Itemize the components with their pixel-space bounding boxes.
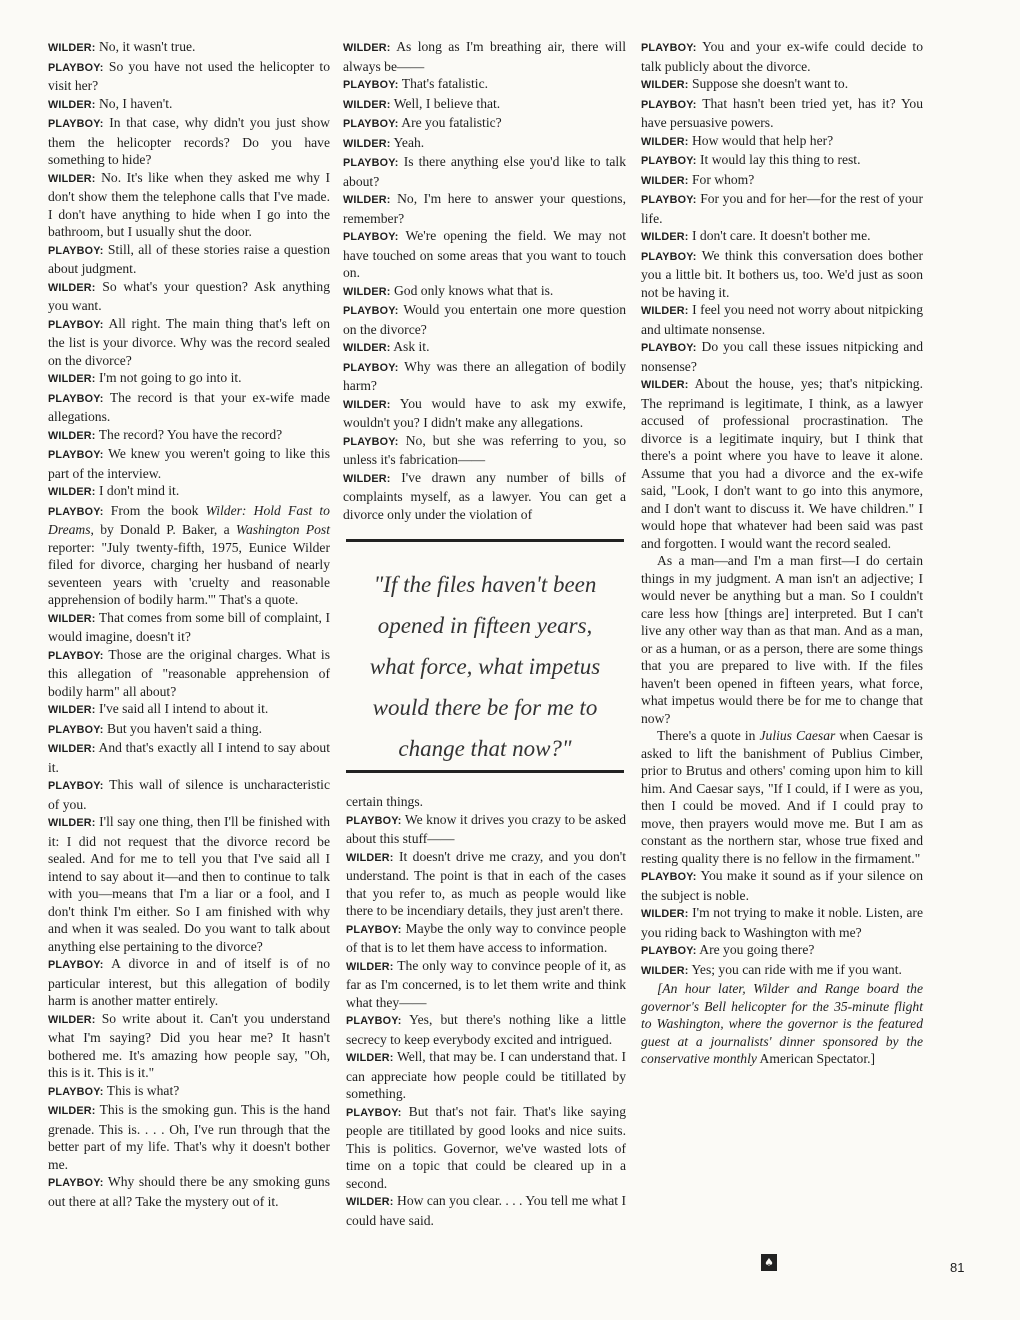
speaker-label: PLAYBOY: [48, 244, 104, 257]
dialogue-text: I've drawn any number of bills of complaints myself, as a lawyer. You can get a divorce only under the violation of [343, 469, 626, 522]
dialogue-text: I don't mind it. [95, 483, 180, 498]
speaker-label: PLAYBOY: [343, 118, 399, 130]
speaker-label: PLAYBOY: [48, 449, 104, 461]
speaker-label: PLAYBOY: [48, 1177, 104, 1189]
pull-quote: "If the files haven't been opened in fifteen years, what force, what impetus would there be for me to change that now?" [346, 539, 624, 773]
dialogue-text: Are you fatalistic? [398, 115, 502, 130]
dialogue-text: You make it sound as if your silence on the subject is noble. [641, 868, 923, 903]
dialogue-text: certain things. [346, 794, 424, 809]
dialogue-text: Yeah. [390, 134, 425, 150]
dialogue-text: No. It's like when they asked me why I don't show them the telephone calls that I've made. I don't have anything to hide when I go into the bathroom, but I usually shut the door. [48, 169, 330, 239]
dialogue-paragraph [641, 171, 923, 191]
speaker-label: WILDER: [48, 612, 96, 625]
dialogue-paragraph [641, 38, 923, 75]
dialogue-text: We're opening the field. We may not have touched on some areas that you want to touch on. [343, 228, 626, 280]
dialogue-paragraph [641, 75, 923, 95]
dialogue-text: As long as I'm breathing air, there will always be—— [343, 39, 626, 74]
speaker-label: WILDER: [346, 851, 394, 864]
speaker-label: PLAYBOY: [641, 98, 697, 111]
speaker-label: PLAYBOY: [48, 392, 104, 405]
italic-text: Julius Caesar [759, 728, 836, 743]
dialogue-paragraph [343, 358, 626, 395]
dialogue-paragraph [343, 469, 626, 524]
dialogue-paragraph [48, 369, 330, 389]
dialogue-text: We think this conversation does bother you a little bit. It bothers us, too. We'd just as soon not be having it. [641, 247, 923, 300]
speaker-label: WILDER: [343, 342, 391, 354]
dialogue-paragraph [346, 957, 626, 1012]
speaker-label: WILDER: [641, 174, 689, 187]
speaker-label: WILDER: [641, 964, 689, 977]
dialogue-paragraph [48, 739, 330, 776]
dialogue-paragraph [343, 95, 626, 115]
dialogue-paragraph [48, 315, 330, 370]
dialogue-paragraph [346, 1048, 626, 1103]
speaker-label: WILDER: [343, 285, 391, 298]
dialogue-text: How would that help her? [688, 132, 834, 148]
dialogue-text: Why should there be any smoking guns out there at all? Take the mystery out of it. [48, 1174, 330, 1209]
dialogue-paragraph [641, 151, 923, 171]
speaker-label: PLAYBOY: [641, 42, 697, 54]
dialogue-text: This is what? [103, 1082, 180, 1098]
dialogue-paragraph [641, 227, 923, 247]
dialogue-text: No, I'm here to answer your questions, remember? [343, 191, 626, 226]
dialogue-text: I don't care. It doesn't bother me. [688, 228, 871, 243]
speaker-label: PLAYBOY: [641, 945, 697, 957]
speaker-label: PLAYBOY: [343, 157, 399, 169]
dialogue-text: It doesn't drive me crazy, and you don't understand. The point is that in each of the cases that you refer to, as much as people would like there to be incendiary details, they just aren't there. [346, 848, 626, 918]
dialogue-paragraph [48, 445, 330, 482]
dialogue-text: I'm not trying to make it noble. Listen, are you riding back to Washington with me? [641, 905, 923, 940]
speaker-label: PLAYBOY: [48, 959, 104, 971]
dialogue-paragraph [641, 867, 923, 904]
body-paragraph [641, 980, 923, 1068]
speaker-label: WILDER: [343, 98, 391, 111]
dialogue-text: Do you call these issues nitpicking and nonsense? [641, 339, 923, 374]
speaker-label: WILDER: [343, 398, 391, 411]
dialogue-paragraph [641, 95, 923, 132]
dialogue-paragraph [48, 482, 330, 502]
dialogue-text: Yes, but there's nothing like a little secrecy to keep everybody excited and intrigued. [346, 1012, 626, 1047]
dialogue-text: A divorce in and of itself is of no particular interest, but this allegation of bodily harm is another matter entirely. [48, 956, 330, 1008]
dialogue-text: No, but she was referring to you, so unless it's fabrication—— [343, 432, 626, 467]
dialogue-paragraph [641, 132, 923, 152]
dialogue-text: No, I haven't. [95, 95, 173, 111]
dialogue-paragraph [343, 282, 626, 302]
dialogue-paragraph [343, 227, 626, 282]
dialogue-paragraph [48, 502, 330, 609]
speaker-label: PLAYBOY: [346, 1015, 402, 1027]
dialogue-paragraph [48, 955, 330, 1010]
speaker-label: PLAYBOY: [48, 118, 104, 130]
dialogue-text: That's fatalistic. [398, 76, 489, 91]
speaker-label: PLAYBOY: [48, 723, 104, 736]
dialogue-text: Are you going there? [696, 942, 815, 957]
speaker-label: WILDER: [346, 1196, 394, 1208]
dialogue-text: That hasn't been tried yet, has it? You have persuasive powers. [641, 95, 923, 130]
speaker-label: WILDER: [641, 305, 689, 317]
dialogue-text: Still, all of these stories raise a question about judgment. [48, 241, 330, 276]
speaker-label: PLAYBOY: [641, 155, 697, 167]
page-number: 81 [950, 1260, 965, 1275]
dialogue-text: God only knows what that is. [390, 282, 554, 298]
italic-text: [An hour later, Wilder and Range board the governor's Bell helicopter for the 35-minute flight to Washington, where the governor is the featured guest at a journalists' dinner sponsored by the conservative monthly [641, 981, 923, 1066]
speaker-label: WILDER: [48, 98, 96, 111]
dialogue-paragraph [48, 426, 330, 446]
speaker-label: PLAYBOY: [346, 923, 402, 936]
dialogue-text: That comes from some bill of complaint, I would imagine, doesn't it? [48, 609, 330, 644]
dialogue-text: But that's not fair. That's like saying people are titillated by good looks and nice suits. This is politics. Governor, we've wasted lots of time on a topic that could be cleared up in a second. [346, 1103, 626, 1191]
dialogue-paragraph [641, 961, 923, 981]
dialogue-paragraph [48, 169, 330, 241]
dialogue-text: The record? You have the record? [95, 426, 283, 442]
speaker-label: WILDER: [48, 486, 96, 498]
dialogue-text: Suppose she doesn't want to. [688, 76, 849, 91]
dialogue-paragraph [343, 432, 626, 469]
speaker-label: WILDER: [343, 472, 391, 485]
dialogue-text: Maybe the only way to convince people of that is to let them have access to information. [346, 920, 626, 955]
speaker-label: PLAYBOY: [641, 871, 697, 883]
speaker-label: WILDER: [48, 429, 96, 442]
speaker-label: PLAYBOY: [641, 194, 697, 206]
dialogue-paragraph [48, 389, 330, 426]
dialogue-paragraph [343, 301, 626, 338]
dialogue-paragraph [343, 395, 626, 432]
dialogue-paragraph [48, 58, 330, 95]
speaker-label: PLAYBOY: [48, 61, 104, 74]
dialogue-text: How can you clear. . . . You tell me what I could have said. [346, 1193, 626, 1228]
dialogue-text: So write about it. Can't you understand what I'm saying? Did you hear me? It hasn't bothered me. It's amazing how people say, "Oh, this is it. This is it." [48, 1010, 330, 1080]
speaker-label: PLAYBOY: [641, 342, 697, 354]
dialogue-paragraph [641, 941, 923, 961]
dialogue-paragraph [641, 338, 923, 375]
dialogue-text: Is there anything else you'd like to talk about? [343, 154, 626, 189]
dialogue-paragraph [48, 38, 330, 58]
speaker-label: WILDER: [48, 42, 96, 54]
speaker-label: WILDER: [48, 1105, 96, 1117]
dialogue-text: Yes; you can ride with me if you want. [688, 961, 902, 977]
speaker-label: PLAYBOY: [343, 361, 399, 374]
speaker-label: WILDER: [641, 135, 689, 148]
dialogue-text: when Caesar is asked to lift the banishment of Publius Cimber, prior to Brutus and others' coming upon him to kill him. And Caesar says, "If I could, if I were as you, then I could be moved. And if I could pray to move, then prayers would move me. But I am as constant as the northern star, whose true fixed and resting quality there is no fellow in the firmament." [641, 728, 923, 866]
dialogue-paragraph [641, 190, 923, 227]
speaker-label: WILDER: [48, 281, 96, 294]
speaker-label: PLAYBOY: [343, 231, 399, 243]
dialogue-text: We knew you weren't going to like this part of the interview. [48, 446, 330, 481]
speaker-label: WILDER: [641, 908, 689, 920]
dialogue-paragraph [48, 1173, 330, 1210]
dialogue-text: You and your ex-wife could decide to talk publicly about the divorce. [641, 39, 923, 74]
dialogue-paragraph [346, 848, 626, 920]
dialogue-paragraph [641, 375, 923, 552]
speaker-label: WILDER: [346, 960, 394, 973]
dialogue-text: I've said all I intend to about it. [95, 701, 269, 716]
dialogue-paragraph [343, 134, 626, 154]
dialogue-text: American Spectator.] [756, 1051, 876, 1066]
dialogue-text: The only way to convince people of it, as far as I'm concerned, is to let them write and think what they—— [346, 957, 626, 1010]
dialogue-text: Well, that may be. I can understand that. I can appreciate how people could be titillated by something. [346, 1049, 626, 1101]
italic-text: Washington Post [235, 522, 330, 537]
speaker-label: PLAYBOY: [343, 305, 399, 317]
dialogue-text: I feel you need not worry about nitpicking and ultimate nonsense. [641, 302, 923, 337]
speaker-label: WILDER: [346, 1052, 394, 1064]
dialogue-text: As a man—and I'm a man first—I do certain things in my judgment. A man isn't an adjective; I would never be anything but a man. So I couldn't care less how [things are] interpreted. But I can't live any other way than as that man. And as a man, or as a human, or as a person, there are some things that you are prepared to live with. If the files haven't been opened in fifteen years, what force, what impetus would there be for me to change that now? [641, 553, 923, 726]
dialogue-text: reporter: "July twenty-fifth, 1975, Eunice Wilder filed for divorce, charging her husband of nearly seventeen years with 'cruelty and reasonable apprehension of bodily harm.'" That's a quote. [48, 539, 330, 607]
speaker-label: WILDER: [641, 379, 689, 391]
column-2-top [343, 38, 626, 523]
dialogue-text: Why was there an allegation of bodily harm? [343, 358, 626, 393]
dialogue-paragraph [346, 1011, 626, 1048]
dialogue-paragraph [641, 247, 923, 302]
speaker-label: WILDER: [343, 194, 391, 206]
speaker-label: PLAYBOY: [48, 780, 104, 792]
speaker-label: WILDER: [48, 172, 96, 185]
dialogue-text: For you and for her—for the rest of your life. [641, 191, 923, 226]
playboy-bunny-logo-icon: ♠ [761, 1254, 777, 1271]
speaker-label: PLAYBOY: [48, 1085, 104, 1098]
dialogue-paragraph [48, 646, 330, 701]
dialogue-text: Would you entertain one more question on the divorce? [343, 302, 626, 337]
dialogue-paragraph [48, 813, 330, 955]
dialogue-text: In that case, why didn't you just show them the helicopter records? Do you have something to hide? [48, 115, 330, 167]
dialogue-paragraph [48, 278, 330, 315]
dialogue-paragraph [48, 114, 330, 169]
speaker-label: WILDER: [641, 79, 689, 91]
column-1 [48, 38, 330, 1210]
speaker-label: PLAYBOY: [48, 649, 104, 662]
dialogue-text: This is the smoking gun. This is the hand grenade. This is. . . . Oh, I've run through that the better part of my life. That's why it doesn't bother me. [48, 1102, 330, 1172]
speaker-label: PLAYBOY: [343, 435, 399, 448]
dialogue-paragraph [641, 904, 923, 941]
speaker-label: WILDER: [48, 373, 96, 385]
dialogue-paragraph [343, 190, 626, 227]
speaker-label: PLAYBOY: [346, 1106, 402, 1119]
speaker-label: PLAYBOY: [48, 318, 104, 331]
dialogue-text: Ask it. [390, 339, 430, 354]
dialogue-text: We know it drives you crazy to be asked about this stuff—— [346, 811, 626, 846]
speaker-label: PLAYBOY: [48, 505, 104, 518]
dialogue-text: You would have to ask my exwife, wouldn't you? I didn't make any allegations. [343, 395, 626, 430]
dialogue-paragraph [346, 920, 626, 957]
dialogue-text: All right. The main thing that's left on the list is your divorce. Why was the record sealed on the divorce? [48, 315, 330, 368]
speaker-label: WILDER: [48, 1013, 96, 1026]
dialogue-paragraph [48, 241, 330, 278]
body-paragraph [641, 552, 923, 727]
dialogue-paragraph [48, 720, 330, 740]
dialogue-paragraph [343, 114, 626, 134]
dialogue-paragraph [343, 75, 626, 95]
body-paragraph [346, 793, 626, 811]
speaker-label: PLAYBOY: [343, 79, 399, 91]
dialogue-text: The record is that your ex-wife made allegations. [48, 389, 330, 424]
italic-text: Wilder: Hold Fast to Dreams [48, 502, 330, 537]
dialogue-text: Those are the original charges. What is this allegation of "reasonable apprehension of bodily harm" all about? [48, 646, 330, 699]
dialogue-paragraph [343, 338, 626, 358]
dialogue-text: But you haven't said a thing. [103, 720, 262, 736]
dialogue-paragraph [641, 301, 923, 338]
speaker-label: PLAYBOY: [641, 250, 697, 263]
dialogue-text: It would lay this thing to rest. [696, 152, 861, 167]
column-3 [641, 38, 923, 1068]
dialogue-paragraph [48, 700, 330, 720]
speaker-label: WILDER: [48, 704, 96, 716]
dialogue-text: Well, I believe that. [390, 95, 501, 111]
dialogue-paragraph [346, 1192, 626, 1229]
dialogue-text: I'll say one thing, then I'll be finished with it: I did not request that the divorce record be sealed. And for me to tell you that I've said all I intend to say about it—and then to continue to talk with you—means that I'm a liar or a fool, and I don't think I'm either. So I am finished with why and when it was sealed. Do you want to talk about anything else pertaining to the divorce? [48, 814, 330, 954]
body-paragraph [641, 727, 923, 867]
speaker-label: PLAYBOY: [346, 814, 402, 827]
dialogue-text: There's a quote in [657, 728, 760, 743]
column-2-bottom [346, 793, 626, 1229]
dialogue-paragraph [346, 1103, 626, 1193]
speaker-label: WILDER: [48, 817, 96, 829]
dialogue-paragraph [346, 811, 626, 848]
dialogue-text: This wall of silence is uncharacteristic of you. [48, 777, 330, 812]
dialogue-paragraph [48, 95, 330, 115]
speaker-label: WILDER: [641, 231, 689, 243]
dialogue-paragraph [48, 1101, 330, 1173]
speaker-label: WILDER: [343, 137, 391, 150]
dialogue-text: From the book [103, 502, 206, 518]
dialogue-text: I'm not going to go into it. [95, 370, 242, 385]
dialogue-text: , by Donald P. Baker, a [90, 522, 236, 537]
dialogue-paragraph [343, 38, 626, 75]
dialogue-text: No, it wasn't true. [95, 39, 196, 54]
dialogue-paragraph [48, 1082, 330, 1102]
dialogue-text: So what's your question? Ask anything you want. [48, 278, 330, 313]
dialogue-text: For whom? [688, 171, 755, 187]
dialogue-paragraph [343, 153, 626, 190]
dialogue-paragraph [48, 609, 330, 646]
dialogue-paragraph [48, 1010, 330, 1082]
dialogue-paragraph [48, 776, 330, 813]
dialogue-text: And that's exactly all I intend to say about it. [48, 740, 330, 775]
dialogue-text: About the house, yes; that's nitpicking. The reprimand is legitimate, I think, as a lawyer accused of professional procrastination. The divorce is a legitimate inquiry, but I think that there's a point where you have to leave it alone. Assume that you had a divorce and the ex-wife said, "Look, I don't want to go into this anymore, and I don't want to discuss it. We have children." I would hope that whatever had been said was past and forgotten. I would want the record sealed. [641, 376, 923, 551]
speaker-label: WILDER: [48, 743, 96, 755]
dialogue-text: So you have not used the helicopter to visit her? [48, 58, 330, 93]
speaker-label: WILDER: [343, 42, 391, 54]
